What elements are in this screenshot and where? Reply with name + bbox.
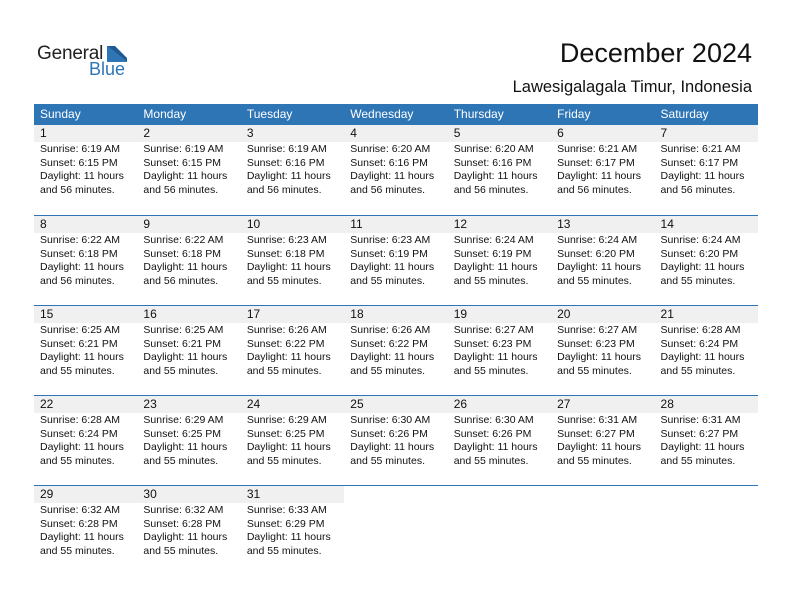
sunrise-time: Sunrise: 6:19 AM [143,143,224,155]
day-cell [344,396,447,485]
day-sun-info [655,323,758,378]
daylight-hours: Daylight: 11 hours [246,351,331,363]
day-cell [551,306,654,395]
day-number: 10 [241,216,344,233]
daylight-minutes: and 55 minutes. [557,454,632,467]
daylight-minutes: and 55 minutes. [246,364,322,377]
sunrise-time: Sunrise: 6:24 AM [660,234,741,246]
sunset-time: Sunset: 6:26 PM [350,427,428,440]
sunrise-time: Sunrise: 6:24 AM [453,234,534,246]
sunset-time: Sunset: 6:17 PM [660,156,739,169]
day-cell [448,216,551,305]
daylight-minutes: and 55 minutes. [40,364,115,377]
daylight-hours: Daylight: 11 hours [557,441,641,453]
daylight-hours: Daylight: 11 hours [246,261,331,273]
day-number: 27 [551,396,654,413]
day-number: 23 [137,396,240,413]
daylight-minutes: and 55 minutes. [660,274,736,287]
day-sun-info [551,142,654,197]
week-row [34,305,758,395]
day-cell [655,306,758,395]
week-row [34,395,758,485]
day-cell [34,486,137,575]
weekday-wednesday: Wednesday [350,107,414,121]
sunrise-time: Sunrise: 6:22 AM [143,234,224,246]
empty-day-cell [448,486,551,575]
day-cell [34,396,137,485]
day-number: 2 [137,125,240,142]
day-sun-info [344,142,447,197]
sunset-time: Sunset: 6:24 PM [660,337,739,350]
day-cell [241,216,344,305]
sunrise-time: Sunrise: 6:22 AM [40,234,120,246]
daylight-hours: Daylight: 11 hours [246,531,331,543]
daylight-hours: Daylight: 11 hours [143,531,228,543]
daylight-hours: Daylight: 11 hours [453,261,538,273]
daylight-hours: Daylight: 11 hours [557,261,641,273]
day-number: 22 [34,396,137,413]
day-number: 3 [241,125,344,142]
sunset-time: Sunset: 6:16 PM [246,156,325,169]
daylight-hours: Daylight: 11 hours [40,351,124,363]
sunset-time: Sunset: 6:24 PM [40,427,118,440]
sunset-time: Sunset: 6:27 PM [660,427,739,440]
sunset-time: Sunset: 6:25 PM [143,427,222,440]
sunset-time: Sunset: 6:18 PM [246,247,325,260]
daylight-hours: Daylight: 11 hours [660,441,745,453]
daylight-hours: Daylight: 11 hours [40,170,124,182]
sunrise-time: Sunrise: 6:31 AM [557,414,638,426]
sunset-time: Sunset: 6:23 PM [453,337,532,350]
day-cell [241,486,344,575]
day-number: 8 [34,216,137,233]
sunset-time: Sunset: 6:15 PM [143,156,222,169]
sunset-time: Sunset: 6:22 PM [350,337,428,350]
logo-text-blue: Blue [89,59,126,79]
sunrise-time: Sunrise: 6:20 AM [453,143,534,155]
day-cell [551,125,654,215]
sunset-time: Sunset: 6:28 PM [143,517,222,530]
daylight-hours: Daylight: 11 hours [660,261,745,273]
daylight-hours: Daylight: 11 hours [350,261,435,273]
daylight-hours: Daylight: 11 hours [453,351,538,363]
daylight-minutes: and 55 minutes. [143,364,219,377]
daylight-minutes: and 55 minutes. [350,274,425,287]
sunrise-time: Sunrise: 6:32 AM [143,504,224,516]
day-number: 16 [137,306,240,323]
sunset-time: Sunset: 6:20 PM [557,247,635,260]
weekday-sunday: Sunday [40,107,81,121]
weeks-container [34,125,758,575]
day-cell [344,125,447,215]
day-sun-info [655,233,758,288]
day-number: 17 [241,306,344,323]
empty-day-cell [551,486,654,575]
weekday-friday: Friday [557,107,591,121]
sunset-time: Sunset: 6:25 PM [246,427,325,440]
sunrise-time: Sunrise: 6:27 AM [557,324,638,336]
sunset-time: Sunset: 6:17 PM [557,156,635,169]
sunrise-time: Sunrise: 6:31 AM [660,414,741,426]
day-cell [137,216,240,305]
sunset-time: Sunset: 6:16 PM [350,156,428,169]
daylight-hours: Daylight: 11 hours [40,531,124,543]
day-number: 15 [34,306,137,323]
sunrise-time: Sunrise: 6:19 AM [40,143,120,155]
daylight-hours: Daylight: 11 hours [246,170,331,182]
sunset-time: Sunset: 6:23 PM [557,337,635,350]
day-number: 13 [551,216,654,233]
day-cell [137,396,240,485]
day-number: 25 [344,396,447,413]
day-number: 6 [551,125,654,142]
sunrise-time: Sunrise: 6:27 AM [453,324,534,336]
daylight-hours: Daylight: 11 hours [660,351,745,363]
day-cell [34,216,137,305]
day-sun-info [137,323,240,378]
day-number: 21 [655,306,758,323]
generalblue-logo [37,43,147,83]
daylight-hours: Daylight: 11 hours [350,170,435,182]
sunset-time: Sunset: 6:21 PM [40,337,118,350]
daylight-minutes: and 56 minutes. [143,183,219,196]
daylight-minutes: and 55 minutes. [453,274,529,287]
daylight-hours: Daylight: 11 hours [143,441,228,453]
day-cell [34,306,137,395]
daylight-hours: Daylight: 11 hours [557,170,641,182]
day-sun-info [344,233,447,288]
calendar-grid [34,104,758,575]
sunset-time: Sunset: 6:20 PM [660,247,739,260]
weekday-thursday: Thursday [453,107,504,121]
sunrise-time: Sunrise: 6:28 AM [40,414,120,426]
sunrise-time: Sunrise: 6:26 AM [246,324,327,336]
day-sun-info [655,142,758,197]
page-title: December 2024 [559,38,752,68]
day-cell [137,486,240,575]
day-number: 19 [448,306,551,323]
sunset-time: Sunset: 6:19 PM [350,247,428,260]
daylight-hours: Daylight: 11 hours [143,170,228,182]
weekday-monday: Monday [143,107,187,121]
day-cell [137,125,240,215]
day-sun-info [655,413,758,468]
daylight-hours: Daylight: 11 hours [453,441,538,453]
daylight-minutes: and 55 minutes. [143,544,219,557]
weekday-tuesday: Tuesday [246,107,293,121]
weekday-header-row [34,104,758,125]
location-subtitle: Lawesigalagala Timur, Indonesia [512,78,752,96]
day-cell [551,396,654,485]
daylight-minutes: and 56 minutes. [660,183,736,196]
sunrise-time: Sunrise: 6:32 AM [40,504,120,516]
day-cell [344,306,447,395]
sunrise-time: Sunrise: 6:23 AM [350,234,431,246]
day-cell [241,306,344,395]
day-cell [344,216,447,305]
daylight-minutes: and 55 minutes. [350,364,425,377]
day-sun-info [34,323,137,378]
day-sun-info [34,142,137,197]
sunset-time: Sunset: 6:21 PM [143,337,222,350]
day-cell [34,125,137,215]
weekday-saturday: Saturday [660,107,709,121]
daylight-hours: Daylight: 11 hours [453,170,538,182]
day-number: 29 [34,486,137,503]
daylight-minutes: and 55 minutes. [246,454,322,467]
sunrise-time: Sunrise: 6:29 AM [143,414,224,426]
daylight-hours: Daylight: 11 hours [557,351,641,363]
sunrise-time: Sunrise: 6:21 AM [557,143,638,155]
day-number: 9 [137,216,240,233]
daylight-hours: Daylight: 11 hours [350,351,435,363]
day-number: 28 [655,396,758,413]
day-number: 1 [34,125,137,142]
day-sun-info [448,233,551,288]
daylight-hours: Daylight: 11 hours [143,351,228,363]
sunrise-time: Sunrise: 6:29 AM [246,414,327,426]
sunrise-time: Sunrise: 6:28 AM [660,324,741,336]
daylight-hours: Daylight: 11 hours [350,441,435,453]
day-sun-info [344,413,447,468]
day-sun-info [137,413,240,468]
day-sun-info [241,413,344,468]
day-number: 26 [448,396,551,413]
daylight-minutes: and 55 minutes. [246,274,322,287]
daylight-minutes: and 55 minutes. [40,544,115,557]
sunrise-time: Sunrise: 6:30 AM [350,414,431,426]
daylight-minutes: and 56 minutes. [557,183,632,196]
daylight-minutes: and 55 minutes. [143,454,219,467]
daylight-minutes: and 55 minutes. [40,454,115,467]
day-number: 14 [655,216,758,233]
day-number: 12 [448,216,551,233]
empty-day-cell [655,486,758,575]
daylight-minutes: and 55 minutes. [557,274,632,287]
day-sun-info [137,233,240,288]
daylight-minutes: and 56 minutes. [350,183,425,196]
daylight-hours: Daylight: 11 hours [40,441,124,453]
sunrise-time: Sunrise: 6:20 AM [350,143,431,155]
daylight-minutes: and 55 minutes. [557,364,632,377]
day-sun-info [137,503,240,558]
day-sun-info [448,413,551,468]
day-cell [448,306,551,395]
day-cell [655,125,758,215]
day-sun-info [34,503,137,558]
day-cell [448,125,551,215]
daylight-minutes: and 56 minutes. [246,183,322,196]
sunset-time: Sunset: 6:18 PM [143,247,222,260]
sunset-time: Sunset: 6:18 PM [40,247,118,260]
day-cell [655,396,758,485]
day-sun-info [34,413,137,468]
sunrise-time: Sunrise: 6:25 AM [40,324,120,336]
daylight-hours: Daylight: 11 hours [143,261,228,273]
sunset-time: Sunset: 6:27 PM [557,427,635,440]
day-sun-info [137,142,240,197]
daylight-minutes: and 55 minutes. [453,454,529,467]
daylight-minutes: and 56 minutes. [453,183,529,196]
week-row [34,485,758,575]
day-sun-info [241,503,344,558]
day-number: 5 [448,125,551,142]
daylight-minutes: and 55 minutes. [453,364,529,377]
sunrise-time: Sunrise: 6:23 AM [246,234,327,246]
day-number: 18 [344,306,447,323]
daylight-hours: Daylight: 11 hours [660,170,745,182]
day-sun-info [448,323,551,378]
logo-text-general: General [37,43,104,64]
daylight-minutes: and 55 minutes. [660,454,736,467]
day-sun-info [448,142,551,197]
sunset-time: Sunset: 6:29 PM [246,517,325,530]
day-cell [551,216,654,305]
day-sun-info [34,233,137,288]
week-row [34,215,758,305]
daylight-minutes: and 55 minutes. [350,454,425,467]
day-number: 31 [241,486,344,503]
sunset-time: Sunset: 6:28 PM [40,517,118,530]
sunset-time: Sunset: 6:16 PM [453,156,532,169]
day-cell [448,396,551,485]
sunrise-time: Sunrise: 6:25 AM [143,324,224,336]
day-number: 11 [344,216,447,233]
daylight-minutes: and 55 minutes. [246,544,322,557]
day-sun-info [551,233,654,288]
day-cell [655,216,758,305]
day-number: 7 [655,125,758,142]
day-number: 20 [551,306,654,323]
day-number: 4 [344,125,447,142]
day-sun-info [344,323,447,378]
day-sun-info [241,323,344,378]
sunrise-time: Sunrise: 6:33 AM [246,504,327,516]
sunrise-time: Sunrise: 6:21 AM [660,143,741,155]
daylight-minutes: and 56 minutes. [40,274,115,287]
sunrise-time: Sunrise: 6:19 AM [246,143,327,155]
day-cell [241,396,344,485]
day-sun-info [241,233,344,288]
sunrise-time: Sunrise: 6:30 AM [453,414,534,426]
daylight-minutes: and 55 minutes. [660,364,736,377]
daylight-hours: Daylight: 11 hours [40,261,124,273]
sunset-time: Sunset: 6:15 PM [40,156,118,169]
sunset-time: Sunset: 6:22 PM [246,337,325,350]
week-row [34,125,758,215]
sunrise-time: Sunrise: 6:26 AM [350,324,431,336]
daylight-minutes: and 56 minutes. [40,183,115,196]
day-sun-info [551,323,654,378]
sunrise-time: Sunrise: 6:24 AM [557,234,638,246]
sunset-time: Sunset: 6:19 PM [453,247,532,260]
sunset-time: Sunset: 6:26 PM [453,427,532,440]
day-number: 30 [137,486,240,503]
daylight-minutes: and 56 minutes. [143,274,219,287]
day-number: 24 [241,396,344,413]
day-sun-info [551,413,654,468]
day-sun-info [241,142,344,197]
day-cell [137,306,240,395]
day-cell [241,125,344,215]
daylight-hours: Daylight: 11 hours [246,441,331,453]
empty-day-cell [344,486,447,575]
